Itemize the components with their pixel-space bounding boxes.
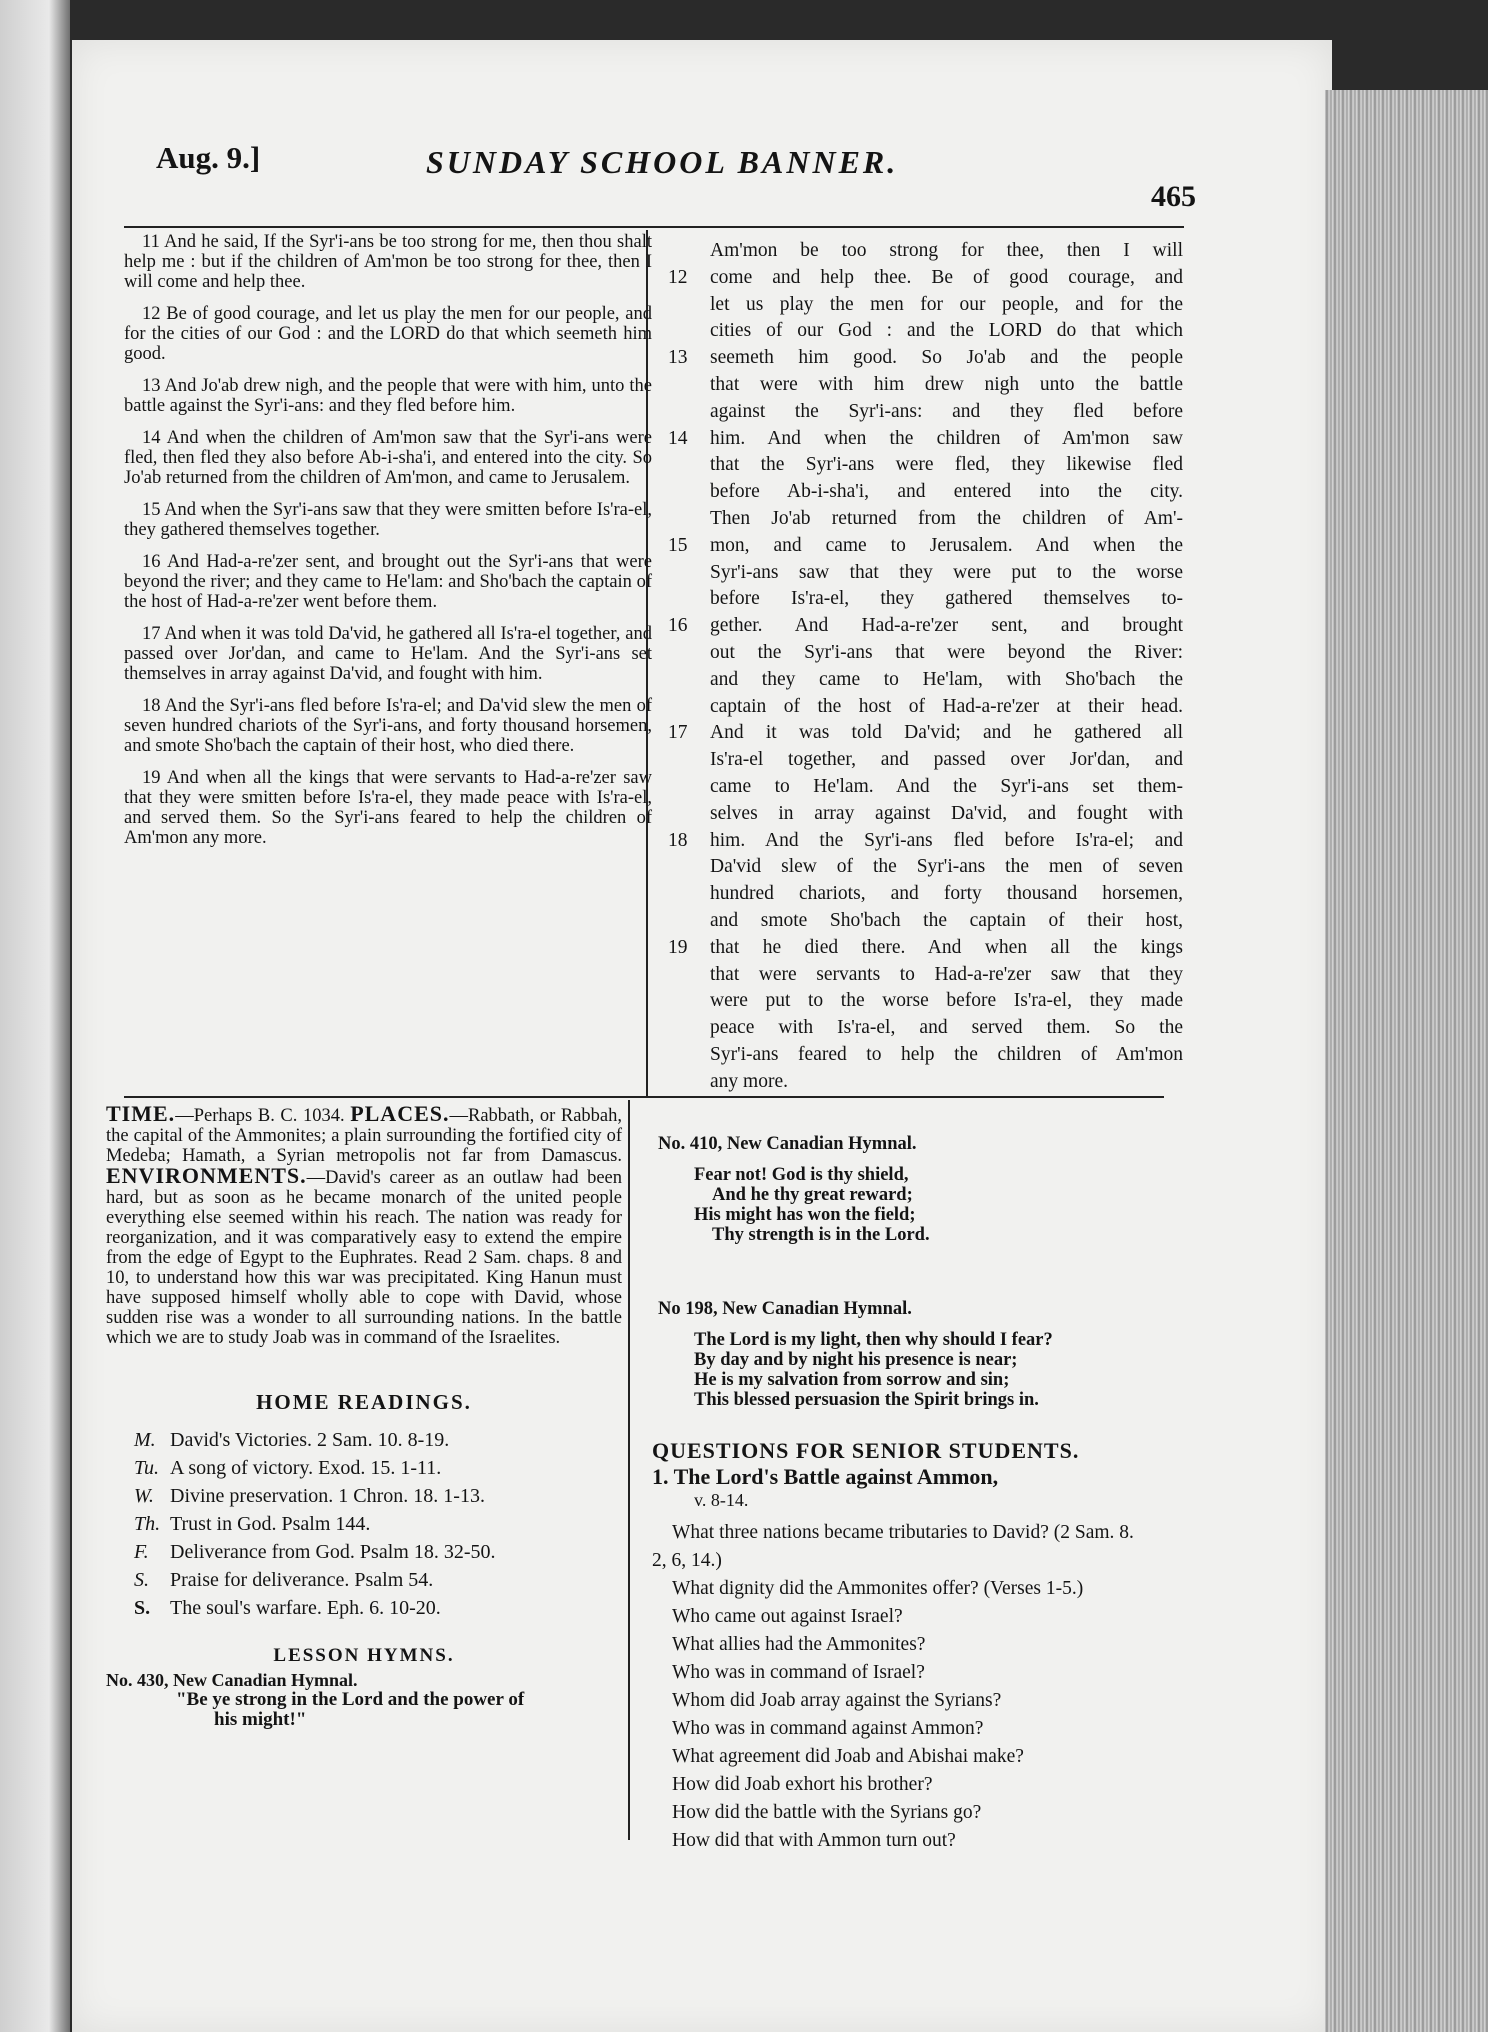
right-line: Da'vid slew of the Syr'i-ans the men of seven bbox=[710, 856, 1183, 878]
left-verse: 17 And when it was told Da'vid, he gathered all Is'ra-el together, and passed over Jor'dan, and came to He'lam. And the Syr'i-ans set themselves in array against Da'vid, and fought with him. bbox=[124, 624, 652, 684]
question-item: What dignity did the Ammonites offer? (Verses 1-5.) bbox=[672, 1578, 1084, 1599]
revised-version-column bbox=[668, 238, 1183, 1096]
left-verse: 18 And the Syr'i-ans fled before Is'ra-el; and Da'vid slew the men of seven hundred chariots of the Syr'i-ans, and forty thousand horsemen, and smote Sho'bach the captain of their host, who died there. bbox=[124, 696, 652, 756]
time-text: —Perhaps B. C. 1034. bbox=[175, 1106, 345, 1126]
right-line: 17 And it was told Da'vid; and he gathered all bbox=[668, 722, 1183, 744]
hymn-line: His might has won the field; bbox=[694, 1205, 916, 1225]
lesson-notes bbox=[106, 1101, 622, 1348]
hymns-and-questions-column bbox=[652, 1134, 1152, 1855]
right-line: any more. bbox=[710, 1070, 788, 1092]
time-label: TIME. bbox=[106, 1101, 176, 1126]
lesson-hymn-line: "Be ye strong in the Lord and the power of bbox=[176, 1689, 525, 1710]
right-line: Is'ra-el together, and passed over Jor'dan, and bbox=[710, 749, 1183, 771]
question-item: How did the battle with the Syrians go? bbox=[672, 1802, 982, 1823]
right-line: Am'mon be too strong for thee, then I will bbox=[710, 240, 1183, 261]
right-line: 15 mon, and came to Jerusalem. And when the bbox=[668, 534, 1183, 556]
left-verse: 13 And Jo'ab drew nigh, and the people that were with him, unto the battle against the Syr'i-ans: and they fled before him. bbox=[124, 376, 652, 416]
hymn-198-number: No 198, New Canadian Hymnal. bbox=[658, 1299, 912, 1319]
places-label: PLACES. bbox=[350, 1101, 450, 1126]
right-line: captain of the host of Had-a-re'zer at their head. bbox=[710, 695, 1183, 717]
reading-item: Tu. A song of victory. Exod. 15. 1-11. bbox=[134, 1457, 442, 1479]
authorized-version-column bbox=[124, 232, 652, 860]
right-line: 12 come and help thee. Be of good courage, and bbox=[668, 266, 1183, 288]
right-line: and they came to He'lam, with Sho'bach the bbox=[710, 668, 1183, 690]
hymn-line: He is my salvation from sorrow and sin; bbox=[694, 1370, 1010, 1390]
lesson-hymn-line: his might!" bbox=[214, 1709, 307, 1730]
home-readings-list bbox=[106, 1426, 622, 1622]
right-line: 13 seemeth him good. So Jo'ab and the people bbox=[668, 347, 1183, 369]
question-item: What agreement did Joab and Abishai make? bbox=[672, 1746, 1024, 1767]
reading-item: M. David's Victories. 2 Sam. 10. 8-19. bbox=[134, 1429, 450, 1451]
places-text: —Rabbath, or Rabbah, the capital of the Ammonites; a plain surrounding the fortified city of Medeba; Hamath, a Syrian metropolis not far from Damascus. bbox=[106, 1106, 622, 1166]
right-line: before Ab-i-sha'i, and entered into the city. bbox=[710, 481, 1183, 503]
hymn-line: The Lord is my light, then why should I fear? bbox=[694, 1330, 1053, 1350]
questions-list bbox=[652, 1519, 1152, 1855]
section-rule bbox=[124, 1096, 1164, 1098]
questions-section-heading: 1. The Lord's Battle against Ammon, bbox=[652, 1464, 999, 1489]
lesson-hymns-title: LESSON HYMNS. bbox=[273, 1645, 455, 1666]
right-line: 18 him. And the Syr'i-ans fled before Is'ra-el; and bbox=[668, 829, 1183, 851]
page-header bbox=[156, 140, 1196, 213]
hymn-line: And he thy great reward; bbox=[712, 1185, 913, 1205]
question-item: How did Joab exhort his brother? bbox=[672, 1774, 933, 1795]
lesson-notes-column bbox=[106, 1101, 622, 1730]
right-line: 14 him. And when the children of Am'mon saw bbox=[668, 427, 1183, 449]
question-item: How did that with Ammon turn out? bbox=[672, 1830, 956, 1851]
question-item: Who was in command of Israel? bbox=[672, 1662, 925, 1683]
home-readings-title: HOME READINGS. bbox=[256, 1390, 472, 1414]
header-title: SUNDAY SCHOOL BANNER. bbox=[426, 144, 899, 180]
reading-item: Th. Trust in God. Psalm 144. bbox=[134, 1513, 371, 1535]
previous-page-edge bbox=[0, 0, 70, 2032]
hymn-line: By day and by night his presence is near; bbox=[694, 1350, 1018, 1370]
header-date: Aug. 9.] bbox=[156, 140, 261, 175]
right-line: Syr'i-ans saw that they were put to the worse bbox=[710, 561, 1183, 583]
hymn-410-number: No. 410, New Canadian Hymnal. bbox=[658, 1134, 917, 1154]
left-verse: 11 And he said, If the Syr'i-ans be too strong for me, then thou shalt help me : but if the children of Am'mon be too strong for thee, then I will come and help thee. bbox=[124, 232, 652, 292]
right-line: 19 that he died there. And when all the kings bbox=[668, 936, 1183, 958]
hymn-410-verse bbox=[694, 1165, 1152, 1245]
environments-label: ENVIRONMENTS. bbox=[106, 1163, 307, 1188]
left-verse: 19 And when all the kings that were servants to Had-a-re'zer saw that they were smitten before Is'ra-el, they made peace with Is'ra-el, and served them. So the Syr'i-ans feared to help the children of Am'mon any more. bbox=[124, 768, 652, 848]
right-line: against the Syr'i-ans: and they fled before bbox=[710, 400, 1183, 422]
left-verse: 14 And when the children of Am'mon saw that the Syr'i-ans were fled, then fled they also before Ab-i-sha'i, and entered into the city. So Jo'ab returned from the children of Am'mon, and came to Jerusalem. bbox=[124, 428, 653, 488]
right-line: out the Syr'i-ans that were beyond the River: bbox=[710, 641, 1183, 663]
question-item: Who was in command against Ammon? bbox=[672, 1718, 984, 1739]
hymn-line: Thy strength is in the Lord. bbox=[712, 1225, 930, 1245]
lower-column-divider bbox=[628, 1100, 630, 1840]
page-number: 465 bbox=[1151, 180, 1196, 213]
reading-item: W. Divine preservation. 1 Chron. 18. 1-13. bbox=[134, 1485, 485, 1507]
right-line: that were with him drew nigh unto the battle bbox=[710, 373, 1183, 395]
left-verse: 16 And Had-a-re'zer sent, and brought out the Syr'i-ans that were beyond the river; and they came to He'lam: and Sho'bach the captain of the host of Had-a-re'zer went before them. bbox=[124, 552, 653, 612]
reading-item: S. Praise for deliverance. Psalm 54. bbox=[134, 1569, 434, 1591]
right-line: Then Jo'ab returned from the children of Am'- bbox=[710, 507, 1183, 529]
right-line: hundred chariots, and forty thousand horsemen, bbox=[710, 883, 1183, 905]
left-verse: 15 And when the Syr'i-ans saw that they were smitten before Is'ra-el, they gathered themselves together. bbox=[124, 500, 652, 540]
right-line: that the Syr'i-ans were fled, they likewise fled bbox=[710, 454, 1183, 476]
right-line: before Is'ra-el, they gathered themselves to- bbox=[710, 588, 1183, 610]
hymn-line: Fear not! God is thy shield, bbox=[694, 1165, 909, 1185]
page-stack-edges bbox=[1325, 90, 1488, 2032]
left-verse: 12 Be of good courage, and let us play the men for our people, and for the cities of our God : and the LORD do that which seemeth him good. bbox=[124, 304, 653, 364]
right-line: Syr'i-ans feared to help the children of Am'mon bbox=[710, 1043, 1183, 1065]
question-item: Whom did Joab array against the Syrians? bbox=[672, 1690, 1002, 1711]
hymn-198-verse bbox=[694, 1330, 1152, 1410]
lesson-hymn-number: No. 430, New Canadian Hymnal. bbox=[106, 1670, 358, 1690]
questions-title: QUESTIONS FOR SENIOR STUDENTS. bbox=[652, 1438, 1080, 1463]
question-item: Who came out against Israel? bbox=[672, 1606, 903, 1627]
question-item: What three nations became tributaries to David? (2 Sam. 8. 2, 6, 14.) bbox=[652, 1522, 1134, 1571]
right-line: 16 gether. And Had-a-re'zer sent, and brought bbox=[668, 615, 1183, 637]
right-line: let us play the men for our people, and for the bbox=[710, 293, 1183, 315]
question-item: What allies had the Ammonites? bbox=[672, 1634, 926, 1655]
right-line: that were servants to Had-a-re'zer saw that they bbox=[710, 963, 1183, 985]
right-line: peace with Is'ra-el, and served them. So the bbox=[710, 1017, 1183, 1039]
right-line: selves in array against Da'vid, and fought with bbox=[710, 802, 1183, 824]
reading-item: S. The soul's warfare. Eph. 6. 10-20. bbox=[134, 1597, 441, 1619]
right-line: and smote Sho'bach the captain of their host, bbox=[710, 909, 1183, 931]
header-rule bbox=[124, 226, 1184, 228]
right-line: were put to the worse before Is'ra-el, they made bbox=[710, 990, 1183, 1012]
environments-text: —David's career as an outlaw had been hard, but as soon as he became monarch of the united people everything else seemed within his reach. The nation was ready for reorganization, and it was comparatively easy to extend the empire from the edge of Egypt to the Euphrates. Read 2 Sam. chaps. 8 and 10, to understand how this war was precipitated. King Hanun must have supposed himself wholly able to cope with David, whose sudden rise was a wonder to all surrounding nations. In the battle which we are to study Joab was in command of the Israelites. bbox=[106, 1168, 622, 1348]
right-line: came to He'lam. And the Syr'i-ans set them- bbox=[710, 775, 1183, 797]
right-line: cities of our God : and the LORD do that which bbox=[710, 320, 1183, 342]
questions-section-verses: v. 8-14. bbox=[694, 1490, 749, 1510]
hymn-line: This blessed persuasion the Spirit brings in. bbox=[694, 1390, 1039, 1410]
reading-item: F. Deliverance from God. Psalm 18. 32-50. bbox=[134, 1541, 496, 1563]
